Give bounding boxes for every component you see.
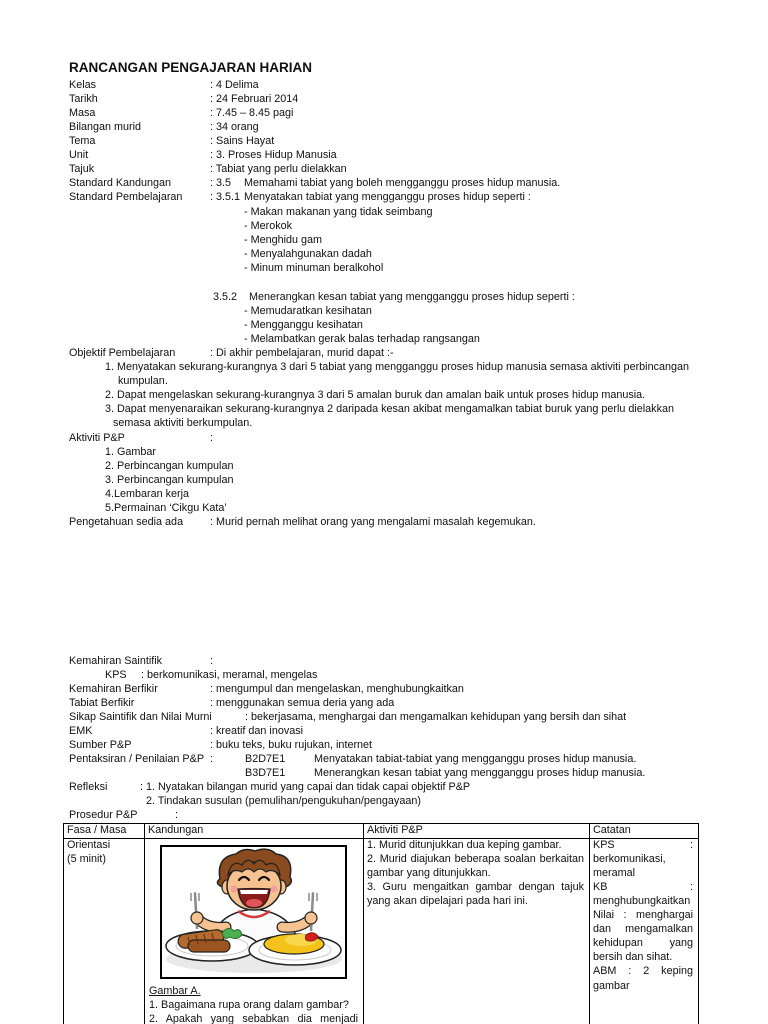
masa-label: Masa [69, 107, 96, 119]
aktiviti-item: 4.Lembaran kerja [105, 488, 190, 500]
aktiviti-item: 3. Perbincangan kumpulan [105, 474, 234, 486]
pengetahuan-value: : Murid pernah melihat orang yang mengalami masalah kegemukan. [210, 516, 536, 528]
standard-pembelajaran-code: 3.5.2 [213, 291, 238, 303]
aktiviti-step-continued: yang akan dipelajari pada hari ini. [367, 895, 528, 907]
kemahiran-saintifik-label: Kemahiran Saintifik [69, 655, 163, 667]
standard-kandungan-label: Standard Kandungan [69, 177, 172, 189]
standard-pembelajaran-label: Standard Pembelajaran [69, 191, 183, 203]
kemahiran-berfikir-label: Kemahiran Berfikir [69, 683, 158, 695]
tarikh-label: Tarikh [69, 93, 98, 105]
sikap-nilai-value: : bekerjasama, menghargai dan mengamalkan kehidupan yang bersih dan sihat [245, 711, 627, 723]
catatan-line: KPS : [593, 839, 693, 851]
objektif-item-continued: kumpulan. [118, 375, 168, 387]
catatan-line: dan mengamalkan [593, 923, 693, 935]
image-caption: Gambar A. [149, 985, 201, 997]
catatan-line: bersih dan sihat. [593, 951, 673, 963]
refleksi-line: : 1. Nyatakan bilangan murid yang capai dan tidak capai objektif P&P [140, 781, 471, 793]
pengetahuan-label: Pengetahuan sedia ada [69, 516, 184, 528]
document-title: RANCANGAN PENGAJARAN HARIAN [69, 60, 313, 75]
list-item: - Memudaratkan kesihatan [244, 305, 372, 317]
objektif-item: 1. Menyatakan sekurang-kurangnya 3 dari 5 tabiat yang mengganggu proses hidup manusia semasa aktiviti perbincangan [105, 361, 689, 373]
emk-value: : kreatif dan inovasi [210, 725, 304, 737]
sumber-label: Sumber P&P [69, 739, 132, 751]
pentaksiran-colon: : [210, 753, 213, 765]
standard-pembelajaran-text: Menerangkan kesan tabiat yang mengganggu proses hidup seperti : [249, 291, 575, 303]
kemahiran-berfikir-value: : mengumpul dan mengelaskan, menghubungkaitkan [210, 683, 464, 695]
tabiat-berfikir-value: : menggunakan semua deria yang ada [210, 697, 395, 709]
pentaksiran-code: B3D7E1 [245, 767, 286, 779]
list-item: - Makan makanan yang tidak seimbang [244, 206, 433, 218]
aktiviti-step: 2. Murid diajukan beberapa soalan berkaitan [367, 853, 584, 865]
kandungan-question: 1. Bagaimana rupa orang dalam gambar? [149, 999, 349, 1011]
table-border-left [63, 823, 64, 1024]
kelas-label: Kelas [69, 79, 97, 91]
list-item: - Minum minuman beralkohol [244, 262, 384, 274]
list-item: - Merokok [244, 220, 292, 232]
tajuk-value: : Tabiat yang perlu dielakkan [210, 163, 347, 175]
prosedur-label: Prosedur P&P [69, 809, 138, 821]
table-header-fasa: Fasa / Masa [67, 824, 127, 836]
tarikh-value: : 24 Februari 2014 [210, 93, 299, 105]
aktiviti-item: 1. Gambar [105, 446, 157, 458]
list-item: - Melambatkan gerak balas terhadap rangsangan [244, 333, 480, 345]
unit-value: : 3. Proses Hidup Manusia [210, 149, 337, 161]
kandungan-question: 2. Apakah yang sebabkan dia menjadi [149, 1013, 358, 1024]
bilangan-murid-label: Bilangan murid [69, 121, 142, 133]
catatan-line: ABM : 2 keping [593, 965, 693, 977]
table-column-divider [589, 823, 590, 1024]
aktiviti-item: 5.Permainan ‘Cikgu Kata’ [105, 502, 227, 514]
catatan-line: berkomunikasi, [593, 853, 666, 865]
aktiviti-colon: : [210, 432, 213, 444]
list-item: - Menyalahgunakan dadah [244, 248, 372, 260]
masa-value: : 7.45 – 8.45 pagi [210, 107, 294, 119]
emk-label: EMK [69, 725, 93, 737]
tema-label: Tema [69, 135, 96, 147]
tajuk-label: Tajuk [69, 163, 95, 175]
boy-eating-illustration [160, 845, 347, 979]
objektif-item: 2. Dapat mengelaskan sekurang-kurangnya 3 dari 5 amalan buruk dan amalan baik untuk proses hidup manusia. [105, 389, 646, 401]
table-header-kandungan: Kandungan [148, 824, 204, 836]
sumber-value: : buku teks, buku rujukan, internet [210, 739, 373, 751]
list-item: - Menghidu gam [244, 234, 323, 246]
aktiviti-step: 3. Guru mengaitkan gambar dengan tajuk [367, 881, 584, 893]
table-column-divider [363, 823, 364, 1024]
catatan-line: KB : [593, 881, 693, 893]
catatan-line: meramal [593, 867, 635, 879]
standard-kandungan-code: : 3.5 [210, 177, 232, 189]
aktiviti-step-continued: gambar yang ditunjukkan. [367, 867, 491, 879]
pentaksiran-code: B2D7E1 [245, 753, 286, 765]
kps-label: KPS [105, 669, 127, 681]
table-header-catatan: Catatan [593, 824, 631, 836]
objektif-item: 3. Dapat menyenaraikan sekurang-kurangnya 2 daripada kesan akibat mengamalkan tabiat buruk yang perlu dielakkan [105, 403, 674, 415]
pentaksiran-label: Pentaksiran / Penilaian P&P [69, 753, 205, 765]
table-border-right [698, 823, 699, 1024]
table-column-divider [144, 823, 145, 1024]
objektif-intro: : Di akhir pembelajaran, murid dapat :- [210, 347, 394, 359]
unit-label: Unit [69, 149, 89, 161]
aktiviti-label: Aktiviti P&P [69, 432, 125, 444]
pentaksiran-text: Menyatakan tabiat-tabiat yang mengganggu proses hidup manusia. [314, 753, 637, 765]
kps-value: : berkomunikasi, meramal, mengelas [141, 669, 318, 681]
prosedur-colon: : [175, 809, 178, 821]
pentaksiran-text: Menerangkan kesan tabiat yang mengganggu proses hidup manusia. [314, 767, 646, 779]
tema-value: : Sains Hayat [210, 135, 275, 147]
table-cell-masa: (5 minit) [67, 853, 106, 865]
kemahiran-saintifik-colon: : [210, 655, 213, 667]
standard-pembelajaran-text: Menyatakan tabiat yang mengganggu proses hidup seperti : [244, 191, 531, 203]
aktiviti-step: 1. Murid ditunjukkan dua keping gambar. [367, 839, 562, 851]
catatan-line: kehidupan yang [593, 937, 693, 949]
objektif-label: Objektif Pembelajaran [69, 347, 176, 359]
kelas-value: : 4 Delima [210, 79, 259, 91]
sikap-nilai-label: Sikap Saintifik dan Nilai Murni [69, 711, 212, 723]
list-item: - Mengganggu kesihatan [244, 319, 363, 331]
aktiviti-item: 2. Perbincangan kumpulan [105, 460, 234, 472]
standard-kandungan-text: Memahami tabiat yang boleh mengganggu proses hidup manusia. [244, 177, 561, 189]
table-cell-fasa: Orientasi [67, 839, 111, 851]
table-header-aktiviti: Aktiviti P&P [367, 824, 423, 836]
boy-eating-image [162, 847, 345, 977]
refleksi-label: Refleksi [69, 781, 108, 793]
bilangan-murid-value: : 34 orang [210, 121, 259, 133]
refleksi-line: 2. Tindakan susulan (pemulihan/pengukuhan/pengayaan) [146, 795, 421, 807]
catatan-line: gambar [593, 980, 630, 992]
objektif-item-continued: semasa aktiviti berkumpulan. [113, 417, 253, 429]
catatan-line: menghubungkaitkan [593, 895, 691, 907]
tabiat-berfikir-label: Tabiat Berfikir [69, 697, 135, 709]
catatan-line: Nilai : menghargai [593, 909, 693, 921]
standard-pembelajaran-code: : 3.5.1 [210, 191, 241, 203]
